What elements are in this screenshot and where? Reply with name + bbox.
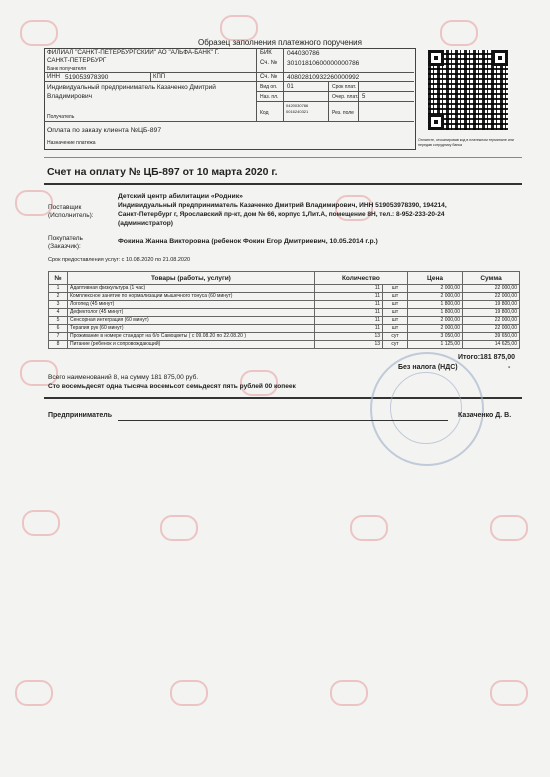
row-quantity: 11 <box>314 325 382 333</box>
table-row <box>49 293 520 301</box>
vid-op-label: Вид оп. <box>260 84 278 90</box>
table-row <box>49 333 520 341</box>
payment-order-title: Образец заполнения платежного поручения <box>198 38 362 47</box>
row-item-name: Логопед (45 минут) <box>68 301 315 309</box>
vat-value: - <box>508 364 511 371</box>
row-item-name: Питание (ребенок и сопровождающий) <box>68 341 315 349</box>
row-item-name: Комплексное занятие по нормализации мышечного тонуса (60 минут) <box>68 293 315 301</box>
customer-label: Покупатель <box>48 235 83 242</box>
row-item-name: Дефектолог (45 минут) <box>68 309 315 317</box>
row-number: 8 <box>49 341 68 349</box>
col-qty-header: Количество <box>314 272 407 285</box>
row-quantity: 11 <box>314 285 382 293</box>
row-unit: шт <box>383 293 408 301</box>
small-code1: 0420030786 <box>286 103 309 108</box>
row-item-name: Проживание в номере стандарт на б/о Самоцветы ( с 09.08.20 по 22.08.20 ) <box>68 333 315 341</box>
row-price: 1 800,00 <box>408 309 463 317</box>
table-row <box>49 341 520 349</box>
table-row <box>49 317 520 325</box>
recipient-label: Получатель <box>47 114 75 120</box>
row-sum: 39 650,00 <box>463 333 520 341</box>
row-price: 1 800,00 <box>408 301 463 309</box>
row-unit: шт <box>383 325 408 333</box>
signature-label: Предприниматель <box>48 412 113 419</box>
signature-name: Казаченко Д. В. <box>458 412 512 419</box>
naz-pl-label: Наз. пл. <box>260 94 279 100</box>
supplier-line1: Детский центр абилитации «Родник» <box>118 193 243 200</box>
col-number-header: № <box>49 272 68 285</box>
row-sum: 22 000,00 <box>463 317 520 325</box>
customer-text: Фокина Жанна Викторовна (ребенок Фокин Егор Дмитриевич, 10.05.2014 г.р.) <box>118 238 378 245</box>
row-number: 7 <box>49 333 68 341</box>
row-item-name: Адаптивная физкультура (1 час) <box>68 285 315 293</box>
srok-label: Срок плат. <box>332 84 357 90</box>
row-price: 3 050,00 <box>408 333 463 341</box>
row-price: 2 000,00 <box>408 325 463 333</box>
payee-name-line1: Индивидуальный предприниматель Казаченко Дмитрий <box>47 84 216 91</box>
row-number: 3 <box>49 301 68 309</box>
supplier-label: Поставщик <box>48 204 82 211</box>
purpose-text: Оплата по заказу клиента №ЦБ-897 <box>47 127 162 134</box>
watermark-heart-icon <box>440 20 478 46</box>
supplier-line2: Индивидуальный предприниматель Казаченко Дмитрий Владимирович, ИНН 519053978390, 194214, <box>118 202 447 209</box>
table-row <box>49 301 520 309</box>
row-number: 2 <box>49 293 68 301</box>
row-price: 1 125,00 <box>408 341 463 349</box>
service-period: Срок предоставления услуг: с 10.08.2020 по 21.08.2020 <box>48 257 191 263</box>
row-sum: 22 000,00 <box>463 293 520 301</box>
invoice-title: Счет на оплату № ЦБ-897 от 10 марта 2020 г. <box>47 166 278 178</box>
watermark-heart-icon <box>15 680 53 706</box>
row-item-name: Терапия рук (60 минут) <box>68 325 315 333</box>
supplier-line4: (администратор) <box>118 220 174 227</box>
row-quantity: 11 <box>314 309 382 317</box>
row-number: 6 <box>49 325 68 333</box>
row-sum: 19 800,00 <box>463 309 520 317</box>
qr-caption: Оплатите, отсканировав код в платежном терминале или передав сотруднику банка <box>418 138 514 147</box>
row-number: 5 <box>49 317 68 325</box>
watermark-heart-icon <box>490 680 528 706</box>
table-row <box>49 309 520 317</box>
row-unit: шт <box>383 301 408 309</box>
corr-account-value: 30101810600000000786 <box>287 60 360 67</box>
bank-name: ФИЛИАЛ "САНКТ-ПЕТЕРБУРГСКИЙ" АО "АЛЬФА-БАНК" Г. <box>47 49 220 56</box>
rez-label: Рез. поле <box>332 110 354 116</box>
row-unit: шт <box>383 285 408 293</box>
watermark-heart-icon <box>490 515 528 541</box>
watermark-heart-icon <box>20 20 58 46</box>
watermark-heart-icon <box>350 515 388 541</box>
row-unit: шт <box>383 317 408 325</box>
row-unit: сут <box>383 341 408 349</box>
items-summary: Всего наименований 8, на сумму 181 875,00 руб. <box>48 374 199 381</box>
total-label: Итого: <box>458 354 481 361</box>
row-number: 4 <box>49 309 68 317</box>
table-header-row <box>49 272 520 285</box>
vid-op-value: 01 <box>287 84 294 90</box>
inn-label: ИНН <box>47 74 60 80</box>
ochered-value: 5 <box>362 94 366 100</box>
ochered-label: Очер. плат. <box>332 94 359 100</box>
company-seal <box>370 352 484 466</box>
row-quantity: 11 <box>314 317 382 325</box>
row-item-name: Сенсорная интеграция (60 минут) <box>68 317 315 325</box>
table-row <box>49 325 520 333</box>
purpose-label: Назначение платежа <box>47 140 96 146</box>
row-price: 2 000,00 <box>408 293 463 301</box>
row-unit: сут <box>383 333 408 341</box>
row-quantity: 13 <box>314 333 382 341</box>
row-price: 2 000,00 <box>408 317 463 325</box>
table-row <box>49 285 520 293</box>
kod-label: Код <box>260 110 269 116</box>
watermark-heart-icon <box>170 680 208 706</box>
bank-city: САНКТ-ПЕТЕРБУРГ <box>47 57 107 64</box>
watermark-heart-icon <box>330 680 368 706</box>
row-price: 2 000,00 <box>408 285 463 293</box>
supplier-label2: (Исполнитель): <box>48 212 94 219</box>
row-quantity: 13 <box>314 341 382 349</box>
customer-label2: (Заказчик): <box>48 243 81 250</box>
corr-account-label: Сч. № <box>260 60 278 66</box>
payee-name-line2: Владимирович <box>47 93 92 100</box>
row-quantity: 11 <box>314 293 382 301</box>
watermark-heart-icon <box>22 510 60 536</box>
col-price-header: Цена <box>408 272 463 285</box>
watermark-heart-icon <box>160 515 198 541</box>
row-sum: 22 000,00 <box>463 285 520 293</box>
items-table <box>48 271 520 349</box>
row-number: 1 <box>49 285 68 293</box>
inn-value: 519053978390 <box>65 74 109 81</box>
total-value: 181 875,00 <box>480 354 516 361</box>
amount-in-words: Сто восемьдесят одна тысяча восемьсот семьдесят пять рублей 00 копеек <box>48 383 296 390</box>
row-sum: 19 800,00 <box>463 301 520 309</box>
bik-label: БИК <box>260 50 272 56</box>
bik-value: 044030786 <box>287 50 320 57</box>
row-sum: 22 000,00 <box>463 325 520 333</box>
account-value: 40802810932260000992 <box>287 74 360 81</box>
account-label: Сч. № <box>260 74 278 80</box>
supplier-line3: Санкт-Петербург г, Ярославский пр-кт, дом № 66, корпус 1,Лит.А, помещение 8Н, тел.: 8-952-233-20-24 <box>118 211 445 218</box>
small-code2: 0016240321 <box>286 109 309 114</box>
col-items-header: Товары (работы, услуги) <box>68 272 315 285</box>
kpp-label: КПП <box>153 74 166 80</box>
recipient-bank-label: Банк получателя <box>47 66 86 72</box>
payment-qr-code <box>428 50 508 130</box>
col-sum-header: Сумма <box>463 272 520 285</box>
row-quantity: 11 <box>314 301 382 309</box>
row-unit: шт <box>383 309 408 317</box>
vat-label: Без налога (НДС) <box>398 364 458 371</box>
row-sum: 14 625,00 <box>463 341 520 349</box>
